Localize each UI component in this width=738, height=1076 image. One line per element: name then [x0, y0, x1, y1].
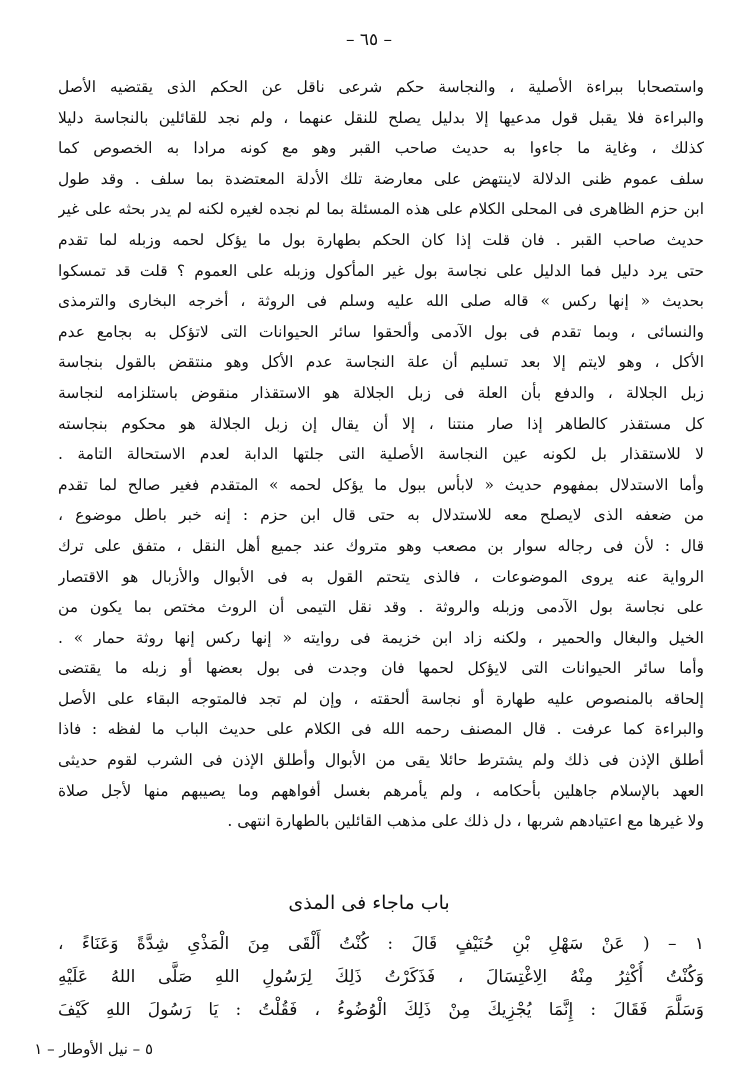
body-line: ابن حزم الظاهرى فى المحلى الكلام على هذه المسئلة بما لم نجده لغيره لكنه لم يدر بحثه على غير [58, 200, 704, 219]
body-line: وأما الاستدلال بمفهوم حديث « لابأس ببول ما يؤكل لحمه » المتقدم فغير صالح لما تقدم [58, 475, 704, 494]
page-number: – ٦٥ – [345, 30, 393, 50]
body-line: من ضعفه الذى لايصلح معه للاستدلال به حتى قال ابن حزم : إنه خبر باطل موضوع ، [58, 506, 704, 525]
body-line: واستصحابا ببراءة الأصلية ، والنجاسة حكم شرعى ناقل عن الحكم الذى يقتضيه الأصل [58, 78, 704, 96]
body-line: والبراءة كما عرفت . قال المصنف رحمه الله فى الكلام على حديث الباب ما لفظه : فاذا [58, 720, 704, 739]
hadith-text [58, 928, 704, 1027]
body-line: والنسائى ، وبما تقدم فى بول الآدمى وألحقوا سائر الحيوانات التى لاتؤكل به بجامع عدم [58, 322, 704, 341]
body-line: والبراءة فلا يقبل قول مدعيها إلا بدليل يصلح للنقل عنهما ، ولم نجد للقائلين بالنجاسة دليلا [58, 108, 704, 127]
body-line: ولا غيرها مع اعتيادهم شربها ، دل ذلك على مذهب القائلين بالطهارة انتهى . [227, 812, 704, 831]
body-line: لا للاستقذار بل لكونه عين النجاسة الأصلية التى جلتها الدابة لعدم الاستحالة التامة . [58, 445, 704, 464]
body-line: زبل الجلالة ، والدفع بأن العلة فى زبل الجلالة هو الاستقذار منقوض باستلزامه لنجاسة [58, 383, 704, 402]
body-line: الرواية عنه يروى الموضوعات ، فالذى يتحتم القول به فى الأبوال والأزبال هو الاقتصار [58, 567, 704, 586]
hadith-line: وَكُنْتُ أُكْثِرُ مِنْهُ الِاغْتِسَالَ ، فَذَكَرْتُ ذَلِكَ لِرَسُولِ اللهِ صَلَّى اللهُ عَلَيْهِ [58, 967, 704, 987]
hadith-line: وَسَلَّمَ فَقَالَ : إِنَّمَا يُجْزِيكَ مِنْ ذَلِكَ الْوُضُوءُ ، فَقُلْتُ : يَا رَسُولَ اللهِ كَيْفَ [58, 1000, 704, 1020]
body-line: كل مستقذر كالطاهر إذا صار منتنا ، إلا أن يقال إن زبل الجلالة هو محكوم بنجاسته [58, 414, 704, 433]
body-line: إلحاقه بالمنصوص عليه طهارة أو نجاسة ألحقته ، وإن لم تجد فالمتوجه البقاء على الأصل [58, 689, 704, 708]
body-line: على نجاسة بول الآدمى وزبله والروثة . وقد نقل التيمى أن الروث مختص بما يكون من [58, 598, 704, 617]
footer-signature: ٥ – نيل الأوطار – ١ [34, 1040, 153, 1058]
body-line: قال : لأن فى رجاله سوار بن مصعب وهو متروك عند جميع أهل النقل ، متفق على ترك [58, 536, 704, 555]
body-text [58, 72, 704, 837]
body-line: بحديث « إنها ركس » قاله صلى الله عليه وسلم فى الروثة ، أخرجه البخارى والترمذى [58, 292, 704, 311]
body-line: العهد بالإسلام جاهلين بأحكامه ، ولم يأمرهم بغسل أفواههم وما يصيبهم منها لأجل صلاة [58, 781, 704, 800]
body-line: حديث صاحب القبر . فان قلت إذا كان الحكم بطهارة بول ما يؤكل لحمه وزبله لما تقدم [58, 230, 704, 249]
body-line: سلف عموم ظنى الدلالة لاينتهض على معارضة تلك الأدلة المعتضدة بما سلف . وقد طول [58, 169, 704, 188]
body-line: حتى يرد دليل فما الدليل على نجاسة بول غير المأكول وزبله على العموم ؟ قلت قد تمسكوا [58, 261, 704, 280]
chapter-heading: باب ماجاء فى المذى [288, 892, 450, 914]
body-line: أطلق الإذن فى ذلك ولم يشترط حائلا يقى من الأبوال وأطلق الإذن فى الشرب لقوم حديثى [58, 751, 704, 770]
body-line: كذلك ، وغاية ما جاءوا به حديث صاحب القبر وهو مع كونه مرادا به الخصوص كما [58, 139, 704, 158]
body-line: وأما سائر الحيوانات التى لايؤكل لحمها فان وجدت فى بول بعضها أو زبله ما يقتضى [58, 659, 704, 678]
hadith-line: ١ – ( عَنْ سَهْلِ بْنِ حُنَيْفٍ قَالَ : كُنْتُ أَلْقَى مِنَ الْمَذْىِ شِدَّةً وَعَنَاءً ، [58, 934, 704, 954]
body-line: الأكل ، وهو لايتم إلا بعد تسليم أن علة النجاسة عدم الأكل وهو منتقض بالقول بنجاسة [58, 353, 704, 372]
body-line: الخيل والبغال والحمير ، ولكنه زاد ابن خزيمة فى روايته « إنها ركس إنها روثة حمار » . [58, 628, 704, 647]
